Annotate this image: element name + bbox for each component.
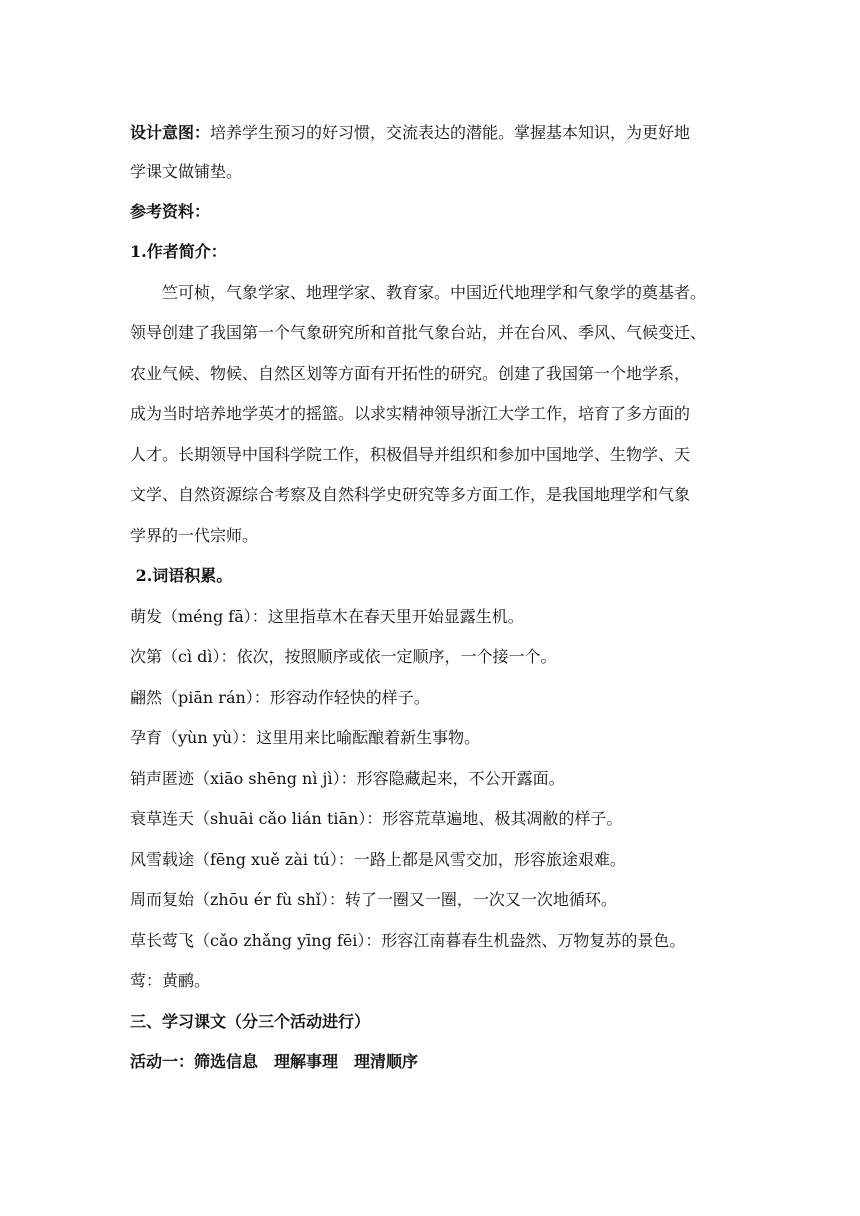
vocab-item: 衰草连天（shuāi cǎo lián tiān）：形容荒草遍地、极其凋敝的样子。 — [130, 809, 623, 828]
author-heading: 1.作者简介： — [130, 242, 227, 261]
design-intent-line-2: 学课文做铺垫。 — [130, 162, 243, 181]
design-intent-label: 设计意图： — [130, 123, 211, 142]
author-paragraph-line-2: 领导创建了我国第一个气象研究所和首批气象台站，并在台风、季风、气候变迁、 — [130, 323, 707, 342]
author-paragraph-line-1: 竺可桢，气象学家、地理学家、教育家。中国近代地理学和气象学的奠基者。 — [162, 283, 707, 302]
author-paragraph-line-6: 文学、自然资源综合考察及自然科学史研究等多方面工作，是我国地理学和气象 — [130, 485, 691, 504]
vocab-item: 周而复始（zhōu ér fù shǐ）：转了一圈又一圈，一次又一次地循环。 — [130, 890, 617, 909]
vocab-item: 孕育（yùn yù）：这里用来比喻酝酿着新生事物。 — [130, 728, 481, 747]
author-paragraph-line-4: 成为当时培养地学英才的摇篮。以求实精神领导浙江大学工作，培育了多方面的 — [130, 404, 691, 423]
vocab-item: 次第（cì dì）：依次，按照顺序或依一定顺序，一个接一个。 — [130, 647, 557, 666]
author-paragraph-line-7: 学界的一代宗师。 — [130, 526, 259, 545]
vocab-item: 销声匿迹（xiāo shēng nì jì）：形容隐藏起来，不公开露面。 — [130, 769, 565, 788]
vocab-item: 莺：黄鹂。 — [130, 971, 211, 990]
design-intent-line-1 — [130, 123, 730, 143]
vocab-item: 风雪载途（fēng xuě zài tú）：一路上都是风雪交加，形容旅途艰难。 — [130, 850, 626, 869]
activity-one-heading: 活动一：筛选信息 理解事理 理清顺序 — [130, 1052, 419, 1071]
author-paragraph-line-5: 人才。长期领导中国科学院工作，积极倡导并组织和参加中国地学、生物学、天 — [130, 445, 691, 464]
vocab-item: 萌发（méng fā）：这里指草木在春天里开始显露生机。 — [130, 607, 524, 626]
vocab-item: 草长莺飞（cǎo zhǎng yīng fēi）：形容江南暮春生机盎然、万物复苏的景色。 — [130, 931, 686, 950]
section-three-heading: 三、学习课文（分三个活动进行） — [130, 1012, 371, 1031]
reference-heading: 参考资料： — [130, 202, 211, 221]
design-intent-text-1: 培养学生预习的好习惯，交流表达的潜能。掌握基本知识，为更好地 — [210, 123, 691, 142]
vocab-item: 翩然（piān rán）：形容动作轻快的样子。 — [130, 688, 430, 707]
vocab-heading: 2.词语积累。 — [130, 566, 233, 585]
author-paragraph-line-3: 农业气候、物候、自然区划等方面有开拓性的研究。创建了我国第一个地学系， — [130, 364, 691, 383]
